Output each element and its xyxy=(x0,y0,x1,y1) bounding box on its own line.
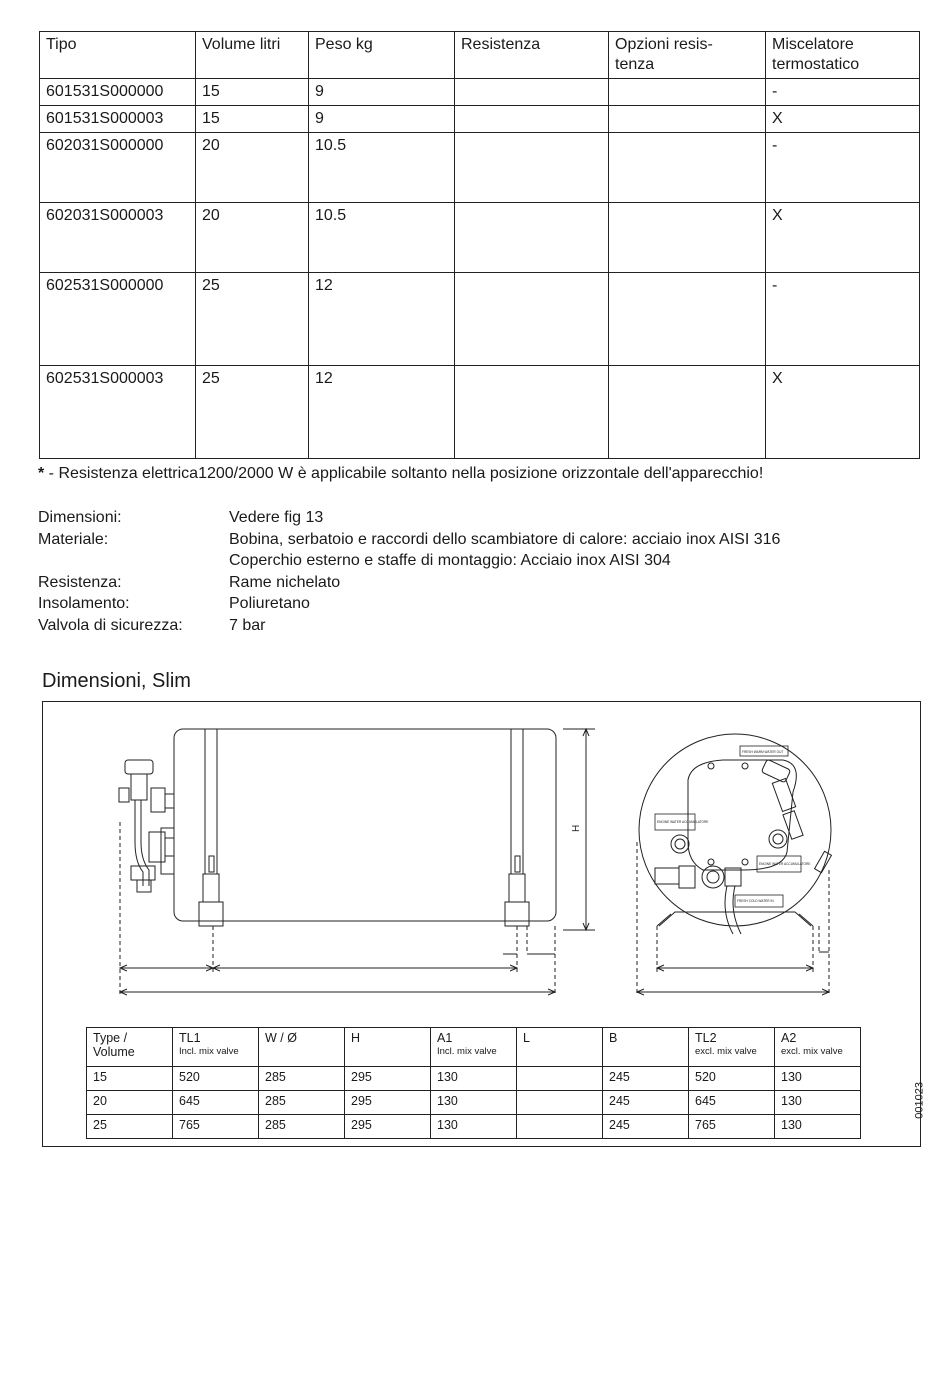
spec-row-insolamento xyxy=(38,593,780,615)
header-a2 xyxy=(775,1028,861,1067)
cell xyxy=(517,1091,603,1115)
header-miscelatore: Miscelatore termostatico xyxy=(766,32,920,79)
header-tl2 xyxy=(689,1028,775,1067)
cell: 130 xyxy=(775,1067,861,1091)
dimension-figure xyxy=(42,701,926,1147)
cell-volume: 25 xyxy=(196,366,309,459)
cell-peso: 12 xyxy=(309,273,455,366)
header-main: A2 xyxy=(781,1031,797,1045)
coil-outline xyxy=(688,760,796,870)
cell-tipo: 602031S000000 xyxy=(40,133,196,203)
cell: 295 xyxy=(345,1115,431,1139)
cell-tipo: 602531S000003 xyxy=(40,366,196,459)
cell-opzioni xyxy=(609,273,766,366)
header-w xyxy=(259,1028,345,1067)
header-main: B xyxy=(609,1031,618,1045)
footnote xyxy=(38,465,763,483)
tag-engine-water-in: ENGINE WATER ACCUMULATORE xyxy=(657,820,709,824)
cell: 520 xyxy=(689,1067,775,1091)
header-l xyxy=(517,1028,603,1067)
table-row xyxy=(40,79,920,106)
dimensions-table xyxy=(86,1027,861,1139)
cell xyxy=(517,1115,603,1139)
cell-miscelatore: - xyxy=(766,133,920,203)
cell-opzioni xyxy=(609,203,766,273)
cell: 130 xyxy=(431,1067,517,1091)
spec-row-materiale xyxy=(38,529,780,551)
cell: 285 xyxy=(259,1067,345,1091)
header-sub: Incl. mix valve xyxy=(179,1046,239,1057)
dimensions-table-header xyxy=(87,1028,861,1067)
cell: 645 xyxy=(689,1091,775,1115)
cell-tipo: 601531S000000 xyxy=(40,79,196,106)
cell: 520 xyxy=(173,1067,259,1091)
header-main: W / Ø xyxy=(265,1031,297,1045)
cell-resistenza xyxy=(455,79,609,106)
cell-peso: 9 xyxy=(309,79,455,106)
cell: 130 xyxy=(775,1115,861,1139)
cell-peso: 10.5 xyxy=(309,133,455,203)
figure-code: 001023 xyxy=(914,1082,926,1119)
cell-miscelatore: - xyxy=(766,79,920,106)
cell-miscelatore: - xyxy=(766,273,920,366)
header-main: L xyxy=(523,1031,530,1045)
table-row xyxy=(40,133,920,203)
spec-row-resistenza xyxy=(38,572,780,594)
table-row xyxy=(87,1115,861,1139)
header-resistenza: Resistenza xyxy=(455,32,609,79)
cell-resistenza xyxy=(455,366,609,459)
cell: 645 xyxy=(173,1091,259,1115)
spec-value: Poliuretano xyxy=(229,595,310,612)
spec-label xyxy=(38,550,229,572)
tag-fresh-cold-water: FRESH COLD WATER IN xyxy=(737,899,774,903)
header-sub: Volume xyxy=(93,1045,135,1059)
spec-label: Valvola di sicurezza: xyxy=(38,616,183,634)
cell: 130 xyxy=(431,1115,517,1139)
spec-label: Resistenza: xyxy=(38,573,122,591)
cell: 295 xyxy=(345,1091,431,1115)
pipes-side-view xyxy=(199,729,529,926)
spec-label: Dimensioni: xyxy=(38,509,122,526)
header-sub: excl. mix valve xyxy=(695,1046,757,1057)
cell-volume: 15 xyxy=(196,79,309,106)
height-label: H xyxy=(571,824,582,832)
cell-tipo: 602031S000003 xyxy=(40,203,196,273)
header-tipo: Tipo xyxy=(40,32,196,79)
spec-row-materiale-2 xyxy=(38,550,780,572)
cell: 130 xyxy=(431,1091,517,1115)
dimension-lines-front xyxy=(637,952,829,995)
spec-table xyxy=(39,31,920,459)
cell: 130 xyxy=(775,1091,861,1115)
cell-volume: 20 xyxy=(196,203,309,273)
table-row xyxy=(40,203,920,273)
mix-valve-assembly xyxy=(119,760,174,892)
cell: 285 xyxy=(259,1091,345,1115)
footnote-text: - Resistenza elettrica1200/2000 W è applicabile soltanto nella posizione orizzontale dell'apparecchio! xyxy=(44,465,764,482)
tag-engine-water-out: ENGINE WATER ACCUMULATORE xyxy=(759,862,811,866)
cell-peso: 9 xyxy=(309,106,455,133)
spec-value: Vedere fig 13 xyxy=(229,509,324,526)
dimension-lines-side xyxy=(120,954,555,995)
cell-peso: 12 xyxy=(309,366,455,459)
cell-tipo: 601531S000003 xyxy=(40,106,196,133)
cell-resistenza xyxy=(455,273,609,366)
header-main: H xyxy=(351,1031,361,1045)
spec-label: Insolamento: xyxy=(38,595,130,612)
table-row xyxy=(40,273,920,366)
spec-value: 7 bar xyxy=(229,616,266,634)
cell-tipo: 602531S000000 xyxy=(40,273,196,366)
front-mix-valve xyxy=(655,759,831,934)
cell-volume: 15 xyxy=(196,106,309,133)
footnote-mark: * xyxy=(38,465,45,482)
spec-table-header xyxy=(40,32,920,79)
table-row xyxy=(87,1067,861,1091)
cell xyxy=(517,1067,603,1091)
tag-fresh-warm-water: FRESH WARM WATER OUT xyxy=(742,750,784,754)
cell-resistenza xyxy=(455,106,609,133)
cell-resistenza xyxy=(455,133,609,203)
cell-opzioni xyxy=(609,79,766,106)
cell-miscelatore: X xyxy=(766,106,920,133)
cell: 295 xyxy=(345,1067,431,1091)
header-volume: Volume litri xyxy=(196,32,309,79)
header-type xyxy=(87,1028,173,1067)
cell: 245 xyxy=(603,1067,689,1091)
cell: 245 xyxy=(603,1091,689,1115)
cell-opzioni xyxy=(609,133,766,203)
cell: 15 xyxy=(87,1067,173,1091)
header-b xyxy=(603,1028,689,1067)
cell-miscelatore: X xyxy=(766,366,920,459)
header-peso: Peso kg xyxy=(309,32,455,79)
header-opzioni: Opzioni resis- tenza xyxy=(609,32,766,79)
cell: 285 xyxy=(259,1115,345,1139)
cell: 245 xyxy=(603,1115,689,1139)
cell-resistenza xyxy=(455,203,609,273)
table-row xyxy=(40,106,920,133)
cell: 20 xyxy=(87,1091,173,1115)
cell: 25 xyxy=(87,1115,173,1139)
label-tags xyxy=(655,746,801,907)
cell-opzioni xyxy=(609,106,766,133)
section-title: Dimensioni, Slim xyxy=(42,670,191,692)
spec-value: Rame nichelato xyxy=(229,573,341,591)
port-engine-water-out xyxy=(769,830,787,848)
spec-value: Bobina, serbatoio e raccordi dello scambiatore di calore: acciaio inox AISI 316 xyxy=(229,530,781,548)
header-a1 xyxy=(431,1028,517,1067)
header-main: A1 xyxy=(437,1031,453,1045)
header-main: Type / xyxy=(93,1031,128,1045)
table-row xyxy=(40,366,920,459)
header-main: TL2 xyxy=(695,1031,717,1045)
header-sub: Incl. mix valve xyxy=(437,1046,497,1057)
tank-side-view xyxy=(174,729,556,921)
header-main: TL1 xyxy=(179,1031,201,1045)
cell-volume: 20 xyxy=(196,133,309,203)
cell-volume: 25 xyxy=(196,273,309,366)
spec-row-valvola xyxy=(38,615,780,637)
cell-peso: 10.5 xyxy=(309,203,455,273)
table-row xyxy=(87,1091,861,1115)
cell: 765 xyxy=(689,1115,775,1139)
port-engine-water-in xyxy=(671,835,689,853)
header-sub: excl. mix valve xyxy=(781,1046,843,1057)
spec-label: Materiale: xyxy=(38,530,109,548)
spec-row-dimensioni xyxy=(38,507,780,529)
cell-opzioni xyxy=(609,366,766,459)
header-tl1 xyxy=(173,1028,259,1067)
cell-miscelatore: X xyxy=(766,203,920,273)
header-h xyxy=(345,1028,431,1067)
width-dimensions-side xyxy=(120,822,555,996)
cell: 765 xyxy=(173,1115,259,1139)
spec-value: Coperchio esterno e staffe di montaggio: Acciaio inox AISI 304 xyxy=(229,552,671,569)
specs-list xyxy=(38,507,780,636)
